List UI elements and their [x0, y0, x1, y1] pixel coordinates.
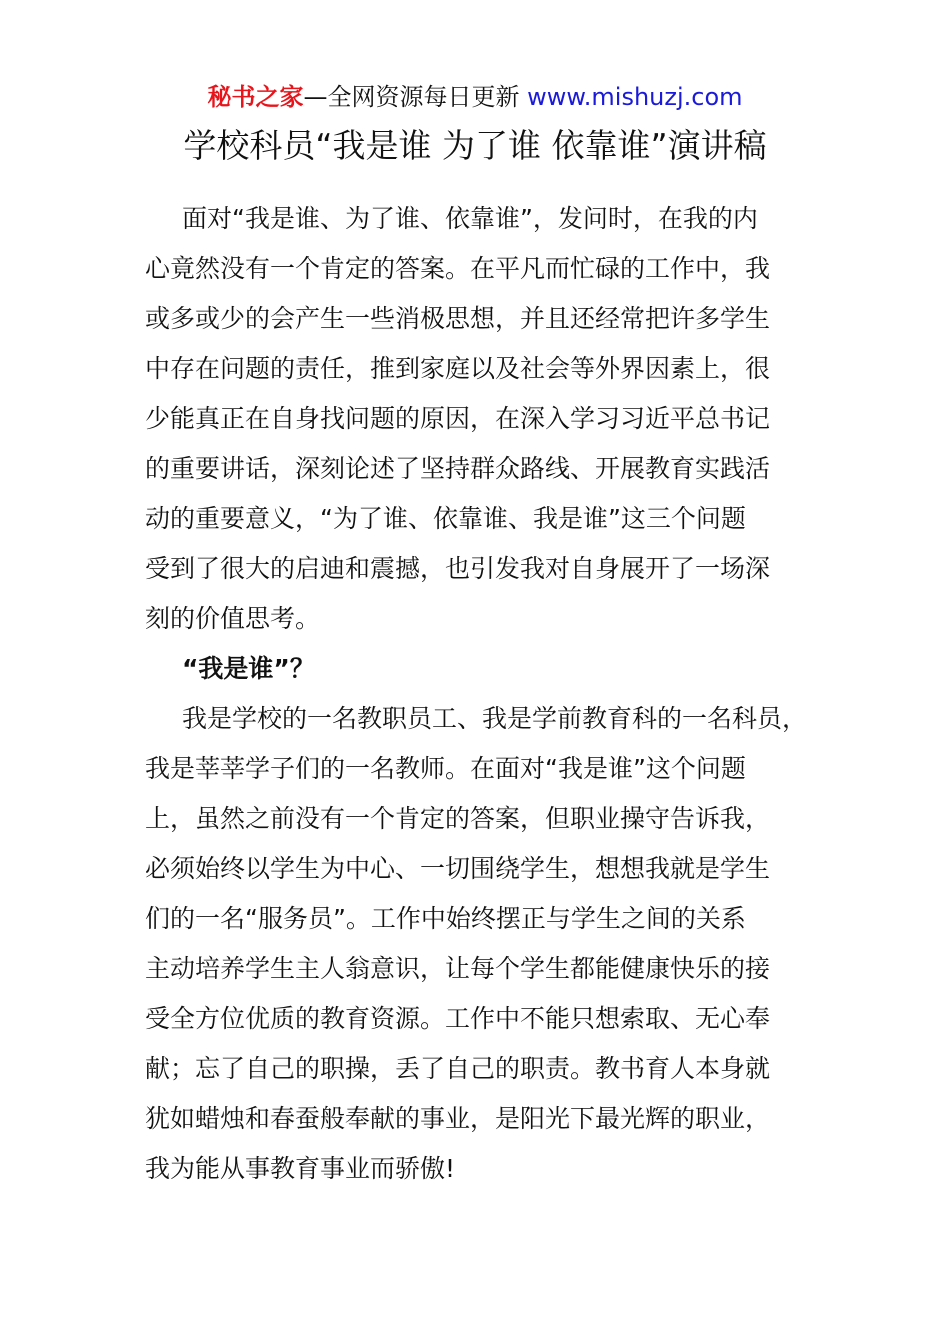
site-tagline: —全网资源每日更新 [303, 83, 528, 111]
paragraph-2-line: 受全方位优质的教育资源。工作中不能只想索取、无心奉 [145, 1004, 771, 1033]
paragraph-1-line: 中存在问题的责任，推到家庭以及社会等外界因素上，很 [145, 354, 771, 383]
section-heading: “我是谁”？ [182, 654, 315, 683]
paragraph-1-line: 刻的价值思考。 [145, 604, 321, 633]
paragraph-2-line: 我是学校的一名教职员工、我是学前教育科的一名科员， [182, 704, 808, 733]
paragraph-2-line: 主动培养学生主人翁意识，让每个学生都能健康快乐的接 [145, 954, 771, 983]
paragraph-1-line: 或多或少的会产生一些消极思想，并且还经常把许多学生 [145, 304, 771, 333]
paragraph-1-line: 面对“我是谁、为了谁、依靠谁”，发问时，在我的内 [182, 204, 758, 233]
paragraph-2-line: 必须始终以学生为中心、一切围绕学生，想想我就是学生 [145, 854, 771, 883]
paragraph-1-line: 少能真正在自身找问题的原因，在深入学习习近平总书记 [145, 404, 771, 433]
paragraph-1-line: 心竟然没有一个肯定的答案。在平凡而忙碌的工作中，我 [145, 254, 771, 283]
document-title: 学校科员“我是谁 为了谁 依靠谁”演讲稿 [183, 126, 767, 165]
paragraph-2-line: 犹如蜡烛和春蚕般奉献的事业，是阳光下最光辉的职业， [145, 1104, 771, 1133]
paragraph-2-line: 献；忘了自己的职操，丢了自己的职责。教书育人本身就 [145, 1054, 771, 1083]
site-brand: 秘书之家 [207, 83, 304, 111]
paragraph-1-line: 的重要讲话，深刻论述了坚持群众路线、开展教育实践活 [145, 454, 771, 483]
paragraph-2-line: 我为能从事教育事业而骄傲! [145, 1154, 456, 1183]
site-header [0, 80, 950, 114]
site-url-link[interactable]: www.mishuzj.com [527, 83, 743, 111]
paragraph-1-line: 受到了很大的启迪和震撼，也引发我对自身展开了一场深 [145, 554, 771, 583]
paragraph-2-line: 上，虽然之前没有一个肯定的答案，但职业操守告诉我， [145, 804, 771, 833]
paragraph-2-line: 们的一名“服务员”。工作中始终摆正与学生之间的关系 [145, 904, 746, 933]
paragraph-1-line: 动的重要意义，“为了谁、依靠谁、我是谁”这三个问题 [145, 504, 746, 533]
paragraph-2-line: 我是莘莘学子们的一名教师。在面对“我是谁”这个问题 [145, 754, 746, 783]
